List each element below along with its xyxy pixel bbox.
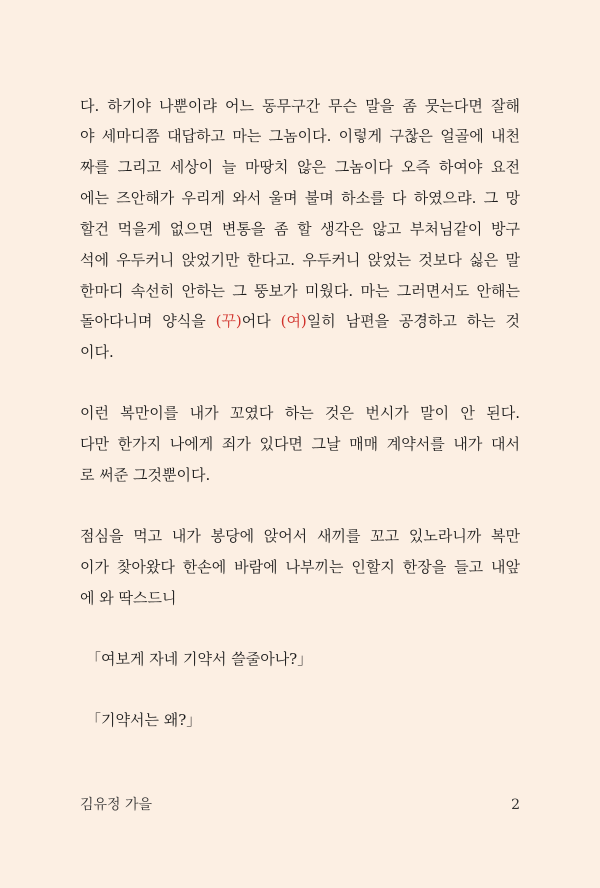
text-line: 에는 즈안해가 우리게 와서 울며 불며 하소를 다 하였으랴. 그 망 — [80, 189, 520, 207]
text-segment: 일히 남편을 공경하고 하는 것 — [306, 312, 520, 330]
page-number: 2 — [511, 797, 520, 813]
text-line: 석에 우두커니 앉었기만 한다고. 우두커니 앉었는 것보다 싫은 말 — [80, 251, 520, 269]
text-line: 다만 한가지 나에게 죄가 있다면 그날 매매 계약서를 내가 대서 — [80, 435, 520, 453]
text-line-with-annotations — [80, 311, 520, 331]
text-line: 점심을 먹고 내가 봉당에 앉어서 새끼를 꼬고 있노라니까 복만 — [80, 527, 520, 545]
annotation-ggu: (꾸) — [215, 312, 242, 330]
dialogue-quote: 「여보게 자네 기약서 쓸줄아나?」 — [86, 650, 313, 668]
text-line: 야 세마디쯤 대답하고 마는 그놈이다. 이렇게 구찮은 얼골에 내천 — [80, 127, 520, 145]
dialogue-quote: 「기약서는 왜?」 — [86, 711, 202, 729]
text-line: 짜를 그리고 세상이 늘 마땅치 않은 그놈이다 오즉 하여야 요전 — [80, 158, 520, 176]
text-line: 로 써준 그것뿐이다. — [80, 466, 211, 484]
annotation-yeo: (여) — [280, 312, 307, 330]
text-line: 에 와 딱스드니 — [80, 589, 177, 607]
text-segment: 어다 — [241, 312, 281, 330]
text-segment: 돌아다니며 양식을 — [80, 312, 216, 330]
footer-book-title: 김유정 가을 — [80, 797, 153, 813]
text-line: 다. 하기야 나뿐이랴 어느 동무구간 무슨 말을 좀 뭇는다면 잘해 — [80, 97, 520, 115]
text-line: 이다. — [80, 343, 114, 361]
text-line: 이런 복만이를 내가 꼬였다 하는 것은 번시가 말이 안 된다. — [80, 404, 520, 422]
text-line: 한마디 속선히 안하는 그 뚱보가 미웠다. 마는 그러면서도 안해는 — [80, 282, 520, 300]
text-line: 이가 찾아왔다 한손에 바람에 나부끼는 인할지 한장을 들고 내앞 — [80, 558, 520, 576]
text-line: 할건 먹을게 없으면 변통을 좀 할 생각은 않고 부처님같이 방구 — [80, 220, 520, 238]
